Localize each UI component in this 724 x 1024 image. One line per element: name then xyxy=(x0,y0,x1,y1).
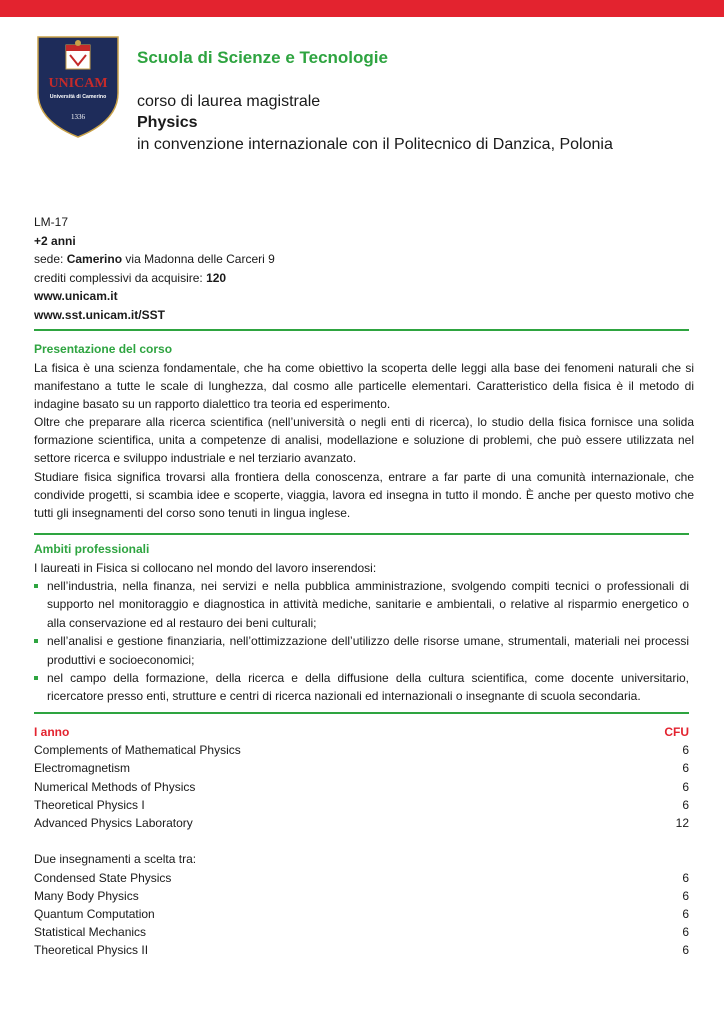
course-name-cell: Electromagnetism xyxy=(34,761,131,776)
website-link-sst[interactable]: www.sst.unicam.it/SST xyxy=(34,307,165,322)
course-name-cell: Quantum Computation xyxy=(34,906,155,921)
course-class: LM-17 xyxy=(34,215,69,229)
course-cfu-cell: 6 xyxy=(682,870,689,885)
course-cfu-cell: 6 xyxy=(682,943,689,958)
course-name-cell: Numerical Methods of Physics xyxy=(34,779,196,794)
section-title-ambiti: Ambiti professionali xyxy=(34,542,150,556)
bullet-icon xyxy=(34,676,38,680)
paragraph: Studiare fisica significa trovarsi alla frontiera della conoscenza, entrare a far parte di una comunità internazionale, che condivide progetti, si scambia idee e scoperte, viaggia, lavora ed insegna in tutto il mondo. È anche per questo motivo che tutti gli insegnamenti del corso sono tenuti in lingua inglese. xyxy=(34,469,694,520)
table-header xyxy=(34,723,689,741)
elective-intro-text: Due insegnamenti a scelta tra: xyxy=(34,852,197,867)
course-info xyxy=(34,213,275,325)
elective-intro xyxy=(34,850,689,868)
presentazione-text xyxy=(34,359,694,522)
seat-address: via Madonna delle Carceri 9 xyxy=(122,252,275,267)
bullet-icon xyxy=(34,584,38,588)
logo-name: UNICAM xyxy=(48,76,108,91)
course-duration: +2 anni xyxy=(34,233,76,248)
seat-city: Camerino xyxy=(66,252,123,267)
course-convention: in convenzione internazionale con il Politecnico di Danzica, Polonia xyxy=(137,136,613,153)
logo-year: 1336 xyxy=(71,113,85,121)
course-name-cell: Theoretical Physics II xyxy=(34,943,149,958)
unicam-logo xyxy=(36,35,120,139)
divider xyxy=(34,712,689,714)
course-name: Physics xyxy=(137,114,198,131)
credits-label: crediti complessivi da acquisire: xyxy=(34,270,207,285)
table-row xyxy=(34,796,689,814)
website-link-unicam[interactable]: www.unicam.it xyxy=(34,289,118,304)
ambiti-list xyxy=(34,577,689,706)
course-cfu-cell: 6 xyxy=(682,779,689,794)
divider xyxy=(34,533,689,535)
course-cfu-cell: 6 xyxy=(682,743,689,758)
table-row xyxy=(34,759,689,777)
table-spacer xyxy=(34,832,689,850)
seat-label: sede: xyxy=(34,252,67,267)
course-name-cell: Advanced Physics Laboratory xyxy=(34,815,193,830)
list-item xyxy=(34,577,689,632)
course-cfu-cell: 6 xyxy=(682,797,689,812)
course-cfu-cell: 6 xyxy=(682,906,689,921)
table-row xyxy=(34,741,689,759)
list-item-text: nell’analisi e gestione finanziaria, nell’ottimizzazione dell’utilizzo delle risorse umane, strumentali, materiali nei processi produttivi e socioeconomici; xyxy=(47,634,689,667)
year-title: I anno xyxy=(34,725,70,739)
list-item xyxy=(34,632,689,669)
table-row xyxy=(34,778,689,796)
course-name-cell: Theoretical Physics I xyxy=(34,797,145,812)
paragraph: La fisica è una scienza fondamentale, che ha come obiettivo la scoperta delle leggi alla base dei fenomeni naturali che si manifestano a tutte le scale di lunghezza, dal cosmo alle particelle elementari. Caratteristico della fisica è il metodo di indagine basato su un rapporto dialettico tra teoria ed esperimento. xyxy=(34,361,694,412)
cfu-header: CFU xyxy=(664,725,689,739)
course-cfu-cell: 6 xyxy=(682,761,689,776)
table-row xyxy=(34,887,689,905)
ambiti-intro: I laureati in Fisica si collocano nel mondo del lavoro inserendosi: xyxy=(34,561,377,575)
course-cfu-cell: 12 xyxy=(675,815,689,830)
course-type: corso di laurea magistrale xyxy=(137,93,321,110)
list-item xyxy=(34,669,689,706)
course-table xyxy=(34,723,689,959)
school-title: Scuola di Scienze e Tecnologie xyxy=(137,48,388,67)
table-row xyxy=(34,869,689,887)
list-item-text: nell’industria, nella finanza, nei servizi e nella pubblica amministrazione, svolgendo compiti tecnici o professionali di supporto nel monitoraggio e diagnostica in attività mediche, sanitarie e ambientali, o relative al risparmio energetico o alla conservazione ed al restauro dei beni culturali; xyxy=(47,579,689,630)
divider xyxy=(34,329,689,331)
table-row xyxy=(34,905,689,923)
course-cfu-cell: 6 xyxy=(682,925,689,940)
table-row xyxy=(34,923,689,941)
section-title-presentazione: Presentazione del corso xyxy=(34,342,173,356)
list-item-text: nel campo della formazione, della ricerca e della diffusione della cultura scientifica, come docente universitario, ricercatore presso enti, strutture e centri di ricerca nazionali ed internazionali o insegnante di scuola secondaria. xyxy=(47,671,689,704)
bullet-icon xyxy=(34,639,38,643)
course-credits xyxy=(34,269,275,288)
logo-subtitle: Università di Camerino xyxy=(49,94,107,100)
course-name-cell: Many Body Physics xyxy=(34,888,139,903)
credits-value: 120 xyxy=(206,270,227,285)
table-row xyxy=(34,941,689,959)
course-seat xyxy=(34,250,275,269)
course-name-cell: Complements of Mathematical Physics xyxy=(34,743,241,758)
paragraph: Oltre che preparare alla ricerca scientifica (nell’università o negli enti di ricerca), lo studio della fisica fornisce una solida formazione scientifica, unita a competenze di analisi, modellazione e soluzione di problemi, che può essere utilizzata nel settore ricerca e sviluppo industriale e nel terziario avanzato. xyxy=(34,415,694,466)
course-name-cell: Statistical Mechanics xyxy=(34,925,147,940)
table-row xyxy=(34,814,689,832)
course-cfu-cell: 6 xyxy=(682,888,689,903)
top-red-bar xyxy=(0,0,724,17)
course-name-cell: Condensed State Physics xyxy=(34,870,172,885)
